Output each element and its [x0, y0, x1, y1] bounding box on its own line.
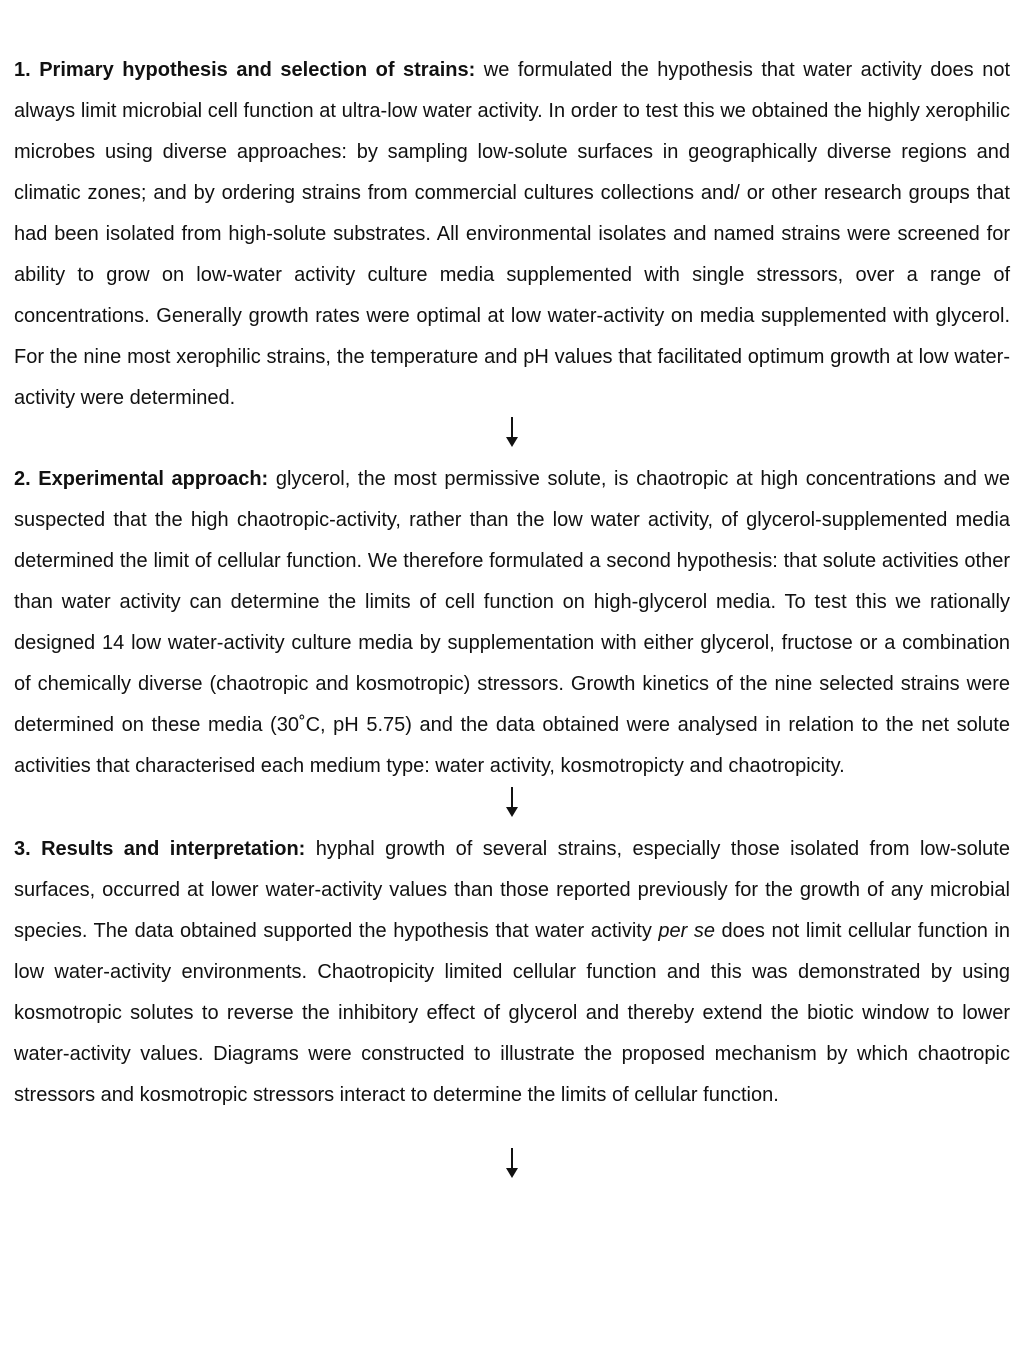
down-arrow-icon — [505, 785, 519, 819]
section-1-body: we formulated the hypothesis that water activity does not always limit microbial cell function at ultra-low water activity. In order to test this we obtained the highly xerophilic microbes using diverse approaches: by sampling low-solute surfaces in geographically diverse regions and climatic zones; and by ordering strains from commercial cultures collections and/ or other research groups that had been isolated from high-solute substrates. All environmental isolates and named strains were screened for ability to grow on low-water activity culture media supplemented with single stressors, over a range of concentrations. Generally growth rates were optimal at low water-activity on media supplemented with glycerol. For the nine most xerophilic strains, the temperature and pH values that facilitated optimum growth at low water-activity were determined. — [14, 59, 1011, 409]
down-arrow-icon — [505, 415, 519, 449]
section-2-heading: 2. Experimental approach: — [14, 468, 269, 490]
section-3-body-part2: does not limit cellular function in low water-activity environments. Chaotropicity limited cellular function and this was demonstrated by using kosmotropic solutes to reverse the inhibitory effect of glycerol and thereby extend the biotic window to lower water-activity values. Diagrams were constructed to illustrate the proposed mechanism by which chaotropic stressors and kosmotropic stressors interact to determine the limits of cellular function. — [14, 920, 1010, 1106]
section-3-heading: 3. Results and interpretation: — [14, 838, 306, 860]
document-page — [14, 50, 1010, 1180]
section-3-italic: per se — [658, 920, 715, 942]
section-2-body: glycerol, the most permissive solute, is chaotropic at high concentrations and we suspected that the high chaotropic-activity, rather than the low water activity, of glycerol-supplemented media determined the limit of cellular function. We therefore formulated a second hypothesis: that solute activities other than water activity can determine the limits of cell function on high-glycerol media. To test this we rationally designed 14 low water-activity culture media by supplementation with either glycerol, fructose or a combination of chemically diverse (chaotropic and kosmotropic) stressors. Growth kinetics of the nine selected strains were determined on these media (30˚C, pH 5.75) and the data obtained were analysed in relation to the net solute activities that characterised each medium type: water activity, kosmotropicty and chaotropicity. — [14, 468, 1011, 777]
section-3 — [14, 829, 1010, 1116]
section-3-body-part1: hyphal growth of several strains, especially those isolated from low-solute surfaces, occurred at lower water-activity values than those reported previously for the growth of any microbial species. The data obtained supported the hypothesis that water activity — [14, 838, 1010, 942]
section-1-heading: 1. Primary hypothesis and selection of strains: — [14, 59, 476, 81]
section-2 — [14, 459, 1010, 787]
section-1 — [14, 50, 1010, 419]
down-arrow-icon — [505, 1146, 519, 1180]
